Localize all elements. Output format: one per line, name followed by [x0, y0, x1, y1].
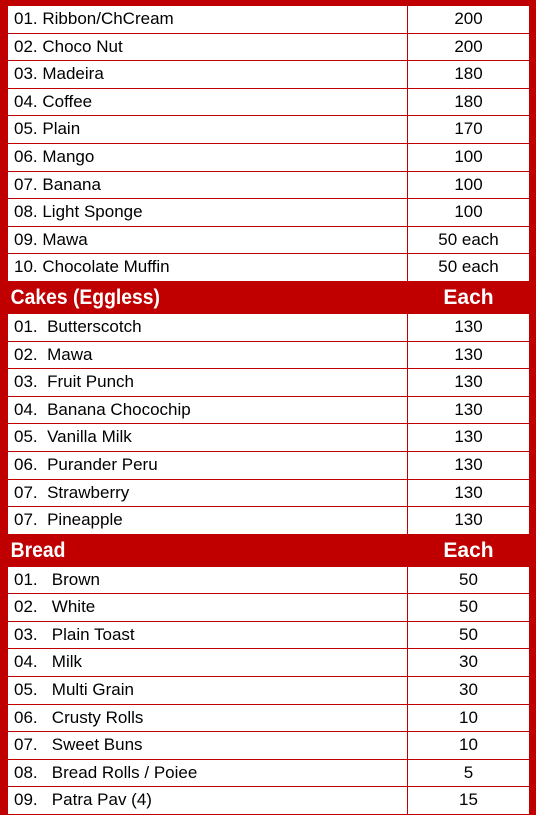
- menu-item-row: [8, 732, 529, 760]
- section-title: Bread: [10, 538, 66, 562]
- item-name: 01. Brown: [8, 567, 408, 594]
- item-name: 02. Mawa: [8, 342, 408, 369]
- item-price: 180: [454, 64, 483, 84]
- menu-item-row: [8, 172, 529, 200]
- menu-item-row: [8, 567, 529, 595]
- menu-item-row: [8, 649, 529, 677]
- section-items: [7, 567, 530, 815]
- item-name: 03. Plain Toast: [8, 622, 408, 649]
- menu-item-row: [8, 369, 529, 397]
- menu-item-row: [8, 507, 529, 535]
- item-name: 01. Ribbon/ChCream: [8, 6, 408, 33]
- menu-item-row: [8, 116, 529, 144]
- item-name: 10. Chocolate Muffin: [8, 254, 408, 281]
- item-name: 06. Crusty Rolls: [8, 705, 408, 732]
- menu-item-row: [8, 705, 529, 733]
- menu-item-row: [8, 89, 529, 117]
- item-price: 5: [463, 762, 474, 782]
- menu-item-row: [8, 314, 529, 342]
- item-price: 50 each: [438, 229, 499, 249]
- section-title: Cakes (Eggless): [10, 285, 160, 309]
- menu-item-row: [8, 61, 529, 89]
- item-price: 50: [459, 597, 478, 617]
- section-header: [7, 282, 530, 314]
- item-price: 200: [454, 36, 483, 56]
- menu-item-row: [8, 622, 529, 650]
- item-name: 04. Milk: [8, 649, 408, 676]
- section-items: [7, 314, 530, 535]
- price-table: [7, 6, 530, 815]
- item-name: 05. Multi Grain: [8, 677, 408, 704]
- item-name: 05. Vanilla Milk: [8, 424, 408, 451]
- item-price: 30: [459, 680, 478, 700]
- item-price: 130: [454, 482, 483, 502]
- menu-item-row: [8, 199, 529, 227]
- item-price: 130: [454, 344, 483, 364]
- menu-item-row: [8, 227, 529, 255]
- item-price: 10: [459, 707, 478, 727]
- item-name: 03. Fruit Punch: [8, 369, 408, 396]
- section-header: [7, 535, 530, 567]
- section-items: [7, 6, 530, 282]
- menu-item-row: [8, 787, 529, 815]
- item-name: 05. Plain: [8, 116, 408, 143]
- menu-item-row: [8, 677, 529, 705]
- item-price: 100: [454, 202, 483, 222]
- section-price-column-label: Each: [443, 538, 494, 562]
- item-price: 50: [459, 569, 478, 589]
- item-price: 200: [454, 9, 483, 28]
- item-price: 130: [454, 316, 483, 336]
- item-name: 07. Sweet Buns: [8, 732, 408, 759]
- item-name: 06. Purander Peru: [8, 452, 408, 479]
- menu-item-row: [8, 254, 529, 282]
- item-price: 130: [454, 399, 483, 419]
- item-name: 08. Bread Rolls / Poiee: [8, 760, 408, 787]
- item-price: 100: [454, 146, 483, 166]
- item-name: 03. Madeira: [8, 61, 408, 88]
- menu-item-row: [8, 452, 529, 480]
- item-price: 50: [459, 624, 478, 644]
- menu-item-row: [8, 424, 529, 452]
- item-name: 09. Patra Pav (4): [8, 787, 408, 814]
- item-name: 08. Light Sponge: [8, 199, 408, 226]
- item-price: 130: [454, 510, 483, 530]
- item-price: 15: [459, 790, 478, 810]
- item-price: 50 each: [438, 257, 499, 277]
- item-price: 180: [454, 91, 483, 111]
- item-name: 06. Mango: [8, 144, 408, 171]
- menu-item-row: [8, 34, 529, 62]
- item-price: 100: [454, 174, 483, 194]
- item-name: 01. Butterscotch: [8, 314, 408, 341]
- item-price: 170: [454, 119, 483, 139]
- section-price-column-label: Each: [443, 285, 494, 309]
- item-price: 130: [454, 427, 483, 447]
- item-name: 09. Mawa: [8, 227, 408, 254]
- item-name: 07. Strawberry: [8, 480, 408, 507]
- item-name: 04. Coffee: [8, 89, 408, 116]
- item-name: 04. Banana Chocochip: [8, 397, 408, 424]
- menu-item-row: [8, 342, 529, 370]
- menu-item-row: [8, 6, 529, 34]
- item-price: 10: [459, 735, 478, 755]
- menu-item-row: [8, 760, 529, 788]
- item-name: 02. Choco Nut: [8, 34, 408, 61]
- menu-item-row: [8, 397, 529, 425]
- item-name: 02. White: [8, 594, 408, 621]
- item-name: 07. Pineapple: [8, 507, 408, 534]
- item-price: 30: [459, 652, 478, 672]
- item-price: 130: [454, 454, 483, 474]
- menu-item-row: [8, 144, 529, 172]
- item-name: 07. Banana: [8, 172, 408, 199]
- menu-item-row: [8, 594, 529, 622]
- item-price: 130: [454, 372, 483, 392]
- menu-item-row: [8, 480, 529, 508]
